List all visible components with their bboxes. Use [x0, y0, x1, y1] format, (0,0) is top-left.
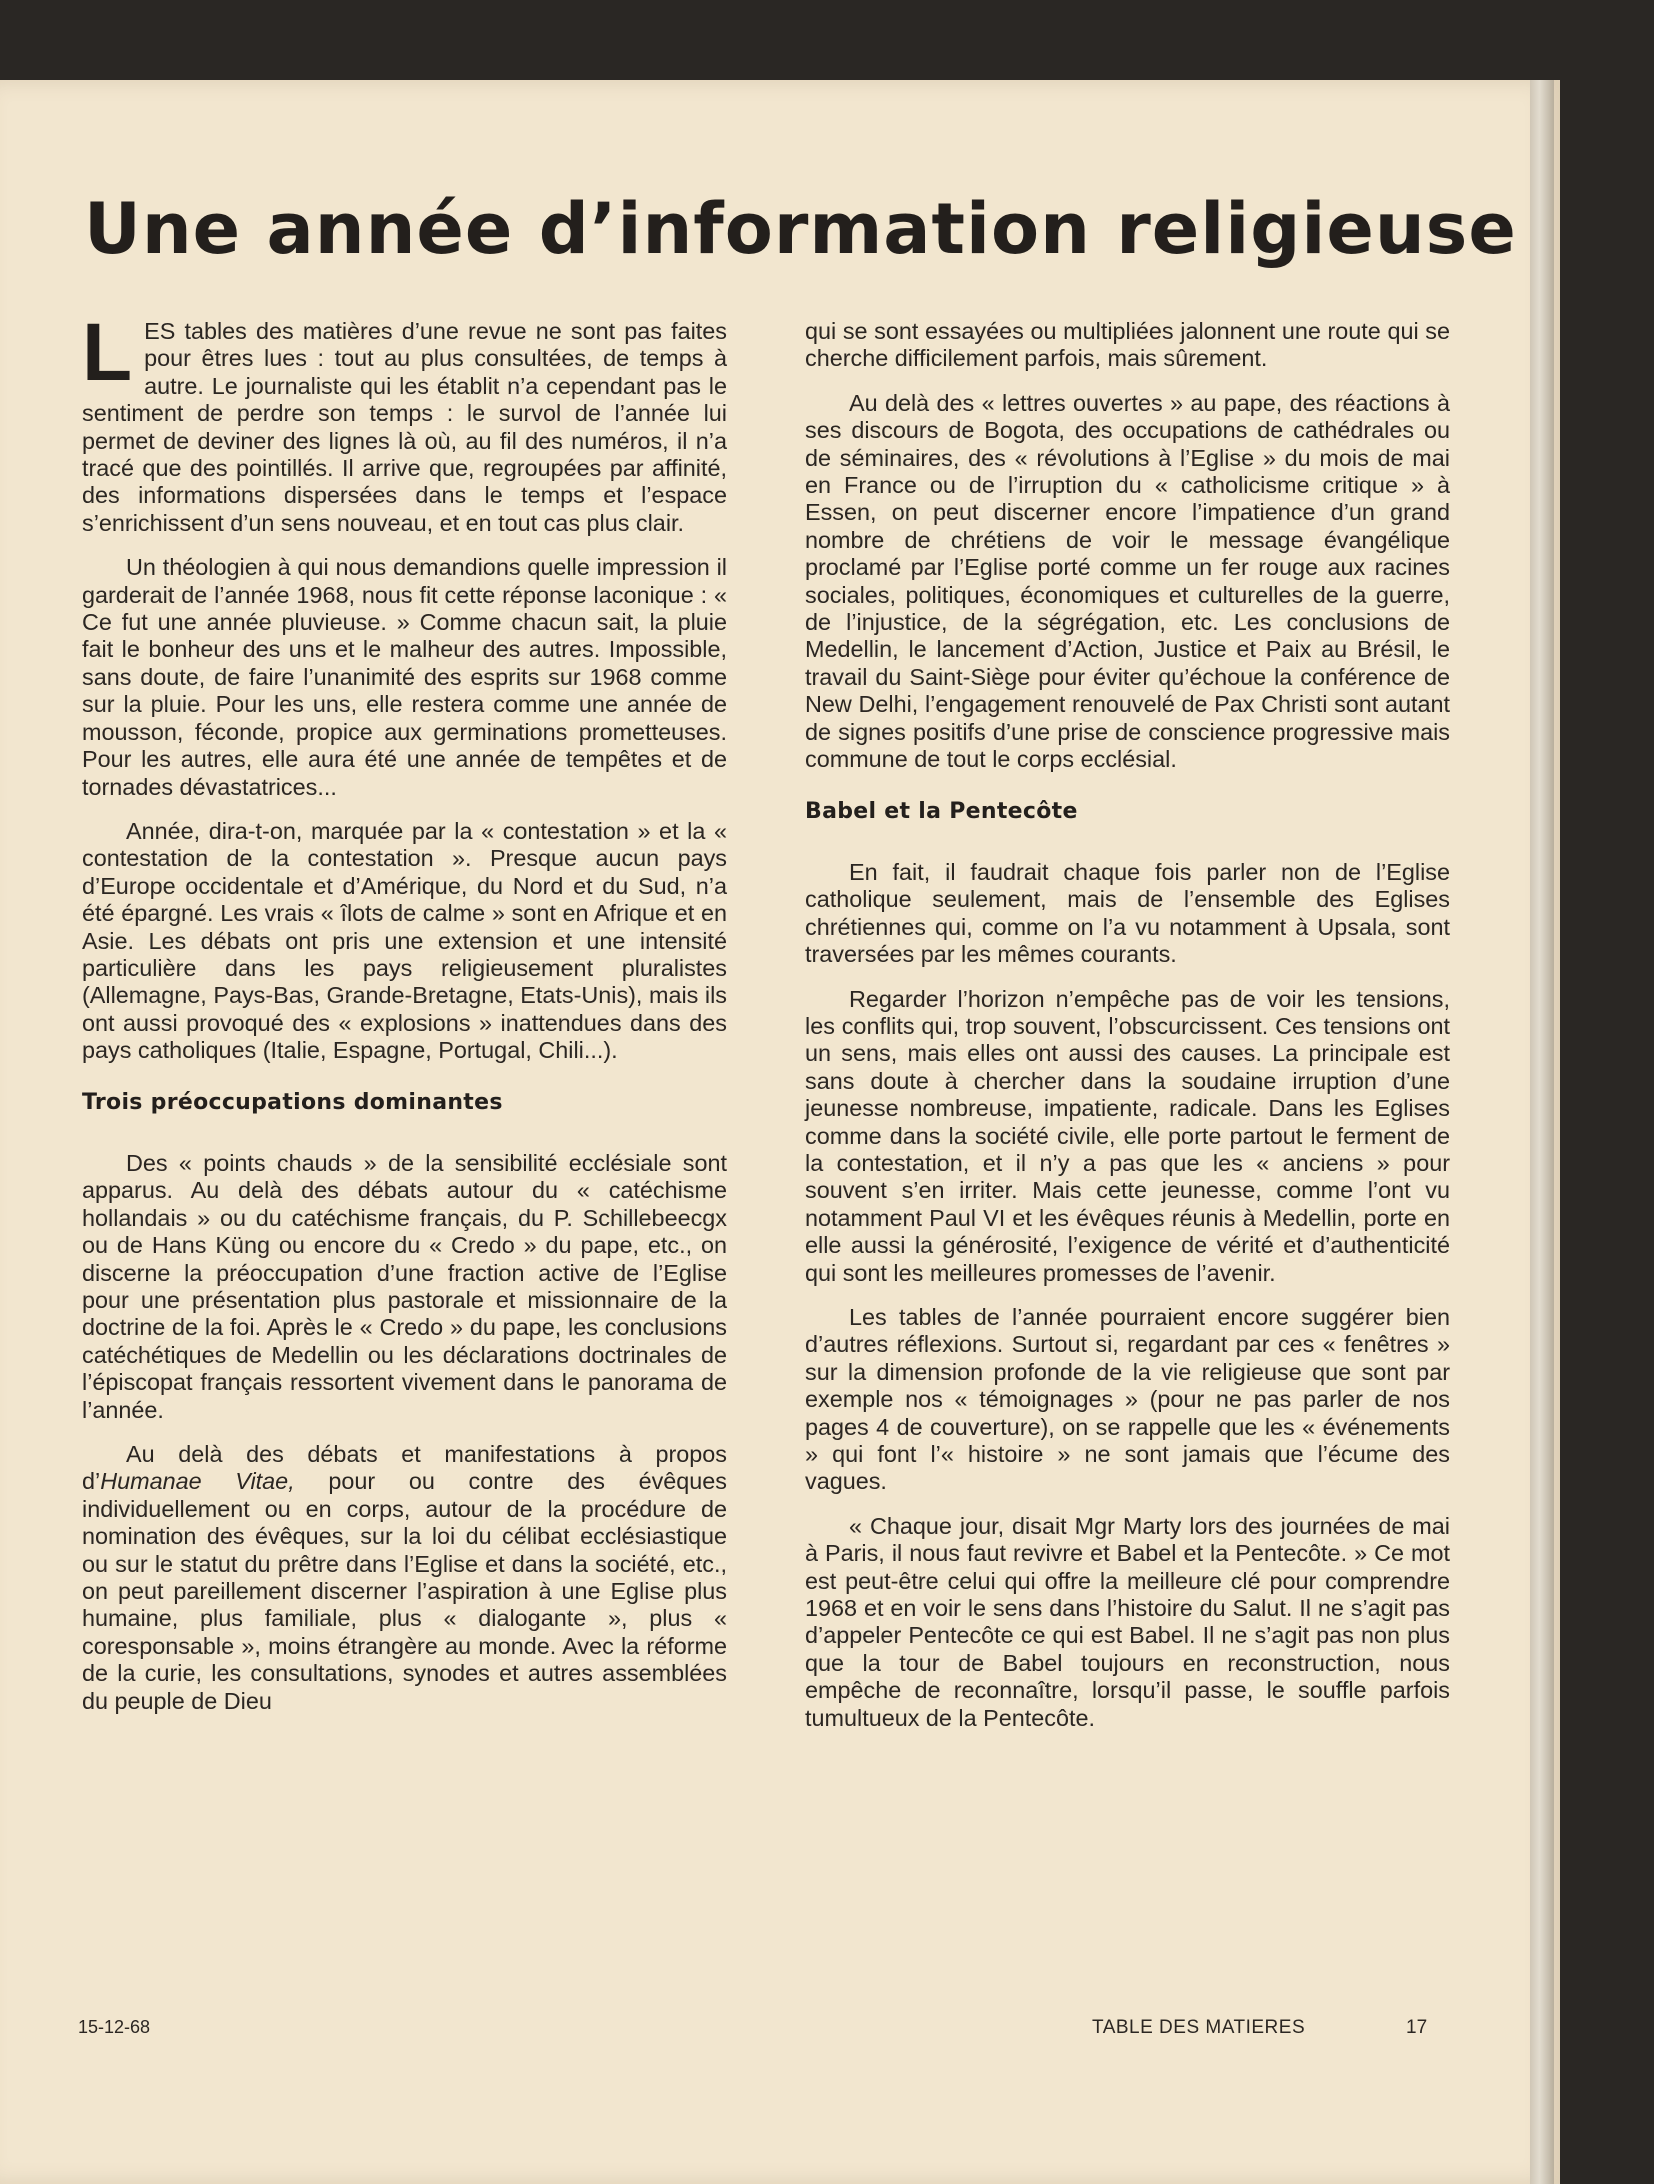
section-heading: Babel et la Pentecôte [805, 798, 1078, 824]
paragraph: Des « points chauds » de la sensibilité ecclésiale sont apparus. Au delà des débats autour du « catéchisme hollandais » ou du catéchisme français, du P. Schillebeecgx ou de Hans Küng ou encore du « Credo » du pape, etc., on discerne la préoccupation d’une fraction active de l’Eglise pour une présentation plus pastorale et missionnaire de la doctrine de la foi. Après le « Credo » du pape, les conclusions catéchétiques de Medellin ou les déclarations doctrinales de l’épiscopat français ressortent vivement dans le panorama de l’année. [82, 1149, 727, 1423]
paragraph: Année, dira-t-on, marquée par la « contestation » et la « contestation de la contestation ». Presque aucun pays d’Europe occidentale et d’Amérique, du Nord et du Sud, n’a été épargné. Les vrais « îlots de calme » sont en Afrique et en Asie. Les débats ont pris une extension et une intensité particulière dans les pays religieusement pluralistes (Allemagne, Pays-Bas, Grande-Bretagne, Etats-Unis), mais ils ont aussi provoqué des « explosions » inattendues dans des pays catholiques (Italie, Espagne, Portugal, Chili...). [82, 817, 727, 1064]
drop-cap: L [82, 307, 133, 398]
page-edge [1530, 80, 1554, 2184]
footer-section: TABLE DES MATIERES [1092, 2017, 1306, 2038]
right-column [805, 318, 1450, 1749]
paragraph: Les tables de l’année pourraient encore suggérer bien d’autres réflexions. Surtout si, regardant par ces « fenêtres » sur la dimension profonde de la vie religieuse que sont par exemple nos « témoignages » (pour ne pas parler de nos pages 4 de couverture), on se rappelle que les « événements » qui font l’« histoire » ne sont jamais que l’écume des vagues. [805, 1304, 1450, 1495]
paragraph: qui se sont essayées ou multipliées jalonnent une route qui se cherche difficilement parfois, mais sûrement. [805, 318, 1450, 372]
left-column [82, 307, 728, 1732]
paragraph: Regarder l’horizon n’empêche pas de voir les tensions, les conflits qui, trop souvent, l’obscurcissent. Ces tensions ont un sens, mais elles ont aussi des causes. La principale est sans doute à chercher dans la soudaine irruption d’une jeunesse nombreuse, impatiente, radicale. Dans les Eglises comme dans la société civile, elle porte partout le ferment de la contestation, et il n’y a pas que les « anciens » pour souvent s’en irriter. Mais cette jeunesse, comme l’ont vu notamment Paul VI et les évêques réunis à Medellin, porte en elle aussi la générosité, l’exigence de vérité et d’authenticité qui sont les meilleures promesses de l’avenir. [805, 985, 1450, 1286]
paragraph: Au delà des « lettres ouvertes » au pape, des réactions à ses discours de Bogota, des occupations de cathédrales ou de séminaires, des « révolutions à l’Eglise » du mois de mai en France ou de l’irruption du « catholicisme critique » à Essen, on peut discerner encore l’impatience d’un grand nombre de chrétiens de voir le message évangélique proclamé par l’Eglise porté comme un fer rouge aux racines sociales, politiques, économiques et culturelles de la guerre, de l’injustice, de la ségrégation, etc. Les conclusions de Medellin, le lancement d’Action, Justice et Paix au Brésil, le travail du Saint-Siège pour éviter qu’échoue la conférence de New Delhi, l’engagement renouvelé de Pax Christi sont autant de signes positifs d’une prise de conscience progressive mais commune de tout le corps ecclésial. [805, 389, 1450, 773]
page-number: 17 [1406, 2017, 1428, 2038]
paragraph: « Chaque jour, disait Mgr Marty lors des journées de mai à Paris, il nous faut revivre et Babel et la Pentecôte. » Ce mot est peut-être celui qui offre la meilleure clé pour comprendre 1968 et en voir le sens dans l’histoire du Salut. Il ne s’agit pas d’appeler Pentecôte ce qui est Babel. Il ne s’agit pas non plus que la tour de Babel toujours en reconstruction, nous empêche de reconnaître, lorsqu’il passe, le souffle parfois tumultueux de la Pentecôte. [805, 1512, 1450, 1731]
paragraph: Au delà des débats et manifestations à propos d’Humanae Vitae, pour ou contre des évêques individuellement ou en corps, autour de la procédure de nomination des évêques, sur la loi du célibat ecclésiastique ou sur le statut du prêtre dans l’Eglise et dans la société, etc., on peut pareillement discerner l’aspiration à une Eglise plus humaine, plus familiale, plus « dialogante », plus « coresponsable », moins étrangère au monde. Avec la réforme de la curie, les consultations, synodes et autres assemblées du peuple de Dieu [82, 1441, 728, 1714]
footer-date: 15-12-68 [78, 2017, 151, 2037]
paragraph: En fait, il faudrait chaque fois parler non de l’Eglise catholique seulement, mais de l’ensemble des Eglises chrétiennes qui, comme on l’a vu notamment à Upsala, sont traversées par les mêmes courants. [805, 858, 1450, 968]
article-title: Une année d’information religieuse [84, 188, 1517, 270]
paragraph: Un théologien à qui nous demandions quelle impression il garderait de l’année 1968, nous fit cette réponse laconique : « Ce fut une année pluvieuse. » Comme chacun sait, la pluie fait le bonheur des uns et le malheur des autres. Impossible, sans doute, de faire l’unanimité des esprits sur 1968 comme sur la pluie. Pour les uns, elle restera comme une année de mousson, féconde, propice aux germinations prometteuses. Pour les autres, elle aura été une année de tempêtes et de tornades dévastatrices... [82, 554, 727, 800]
section-heading: Trois préoccupations dominantes [82, 1089, 503, 1115]
paragraph: LES tables des matières d’une revue ne sont pas faites pour êtres lues : tout au plus consultées, de temps à autre. Le journaliste qui les établit n’a cependant pas le sentiment de perdre son temps : le survol de l’année lui permet de deviner des lignes là où, au fil des numéros, il n’a tracé que des pointillés. Il arrive que, regroupées par affinité, des informations dispersées dans le temps et l’espace s’enrichissent d’un sens nouveau, et en tout cas plus clair. [82, 307, 727, 536]
